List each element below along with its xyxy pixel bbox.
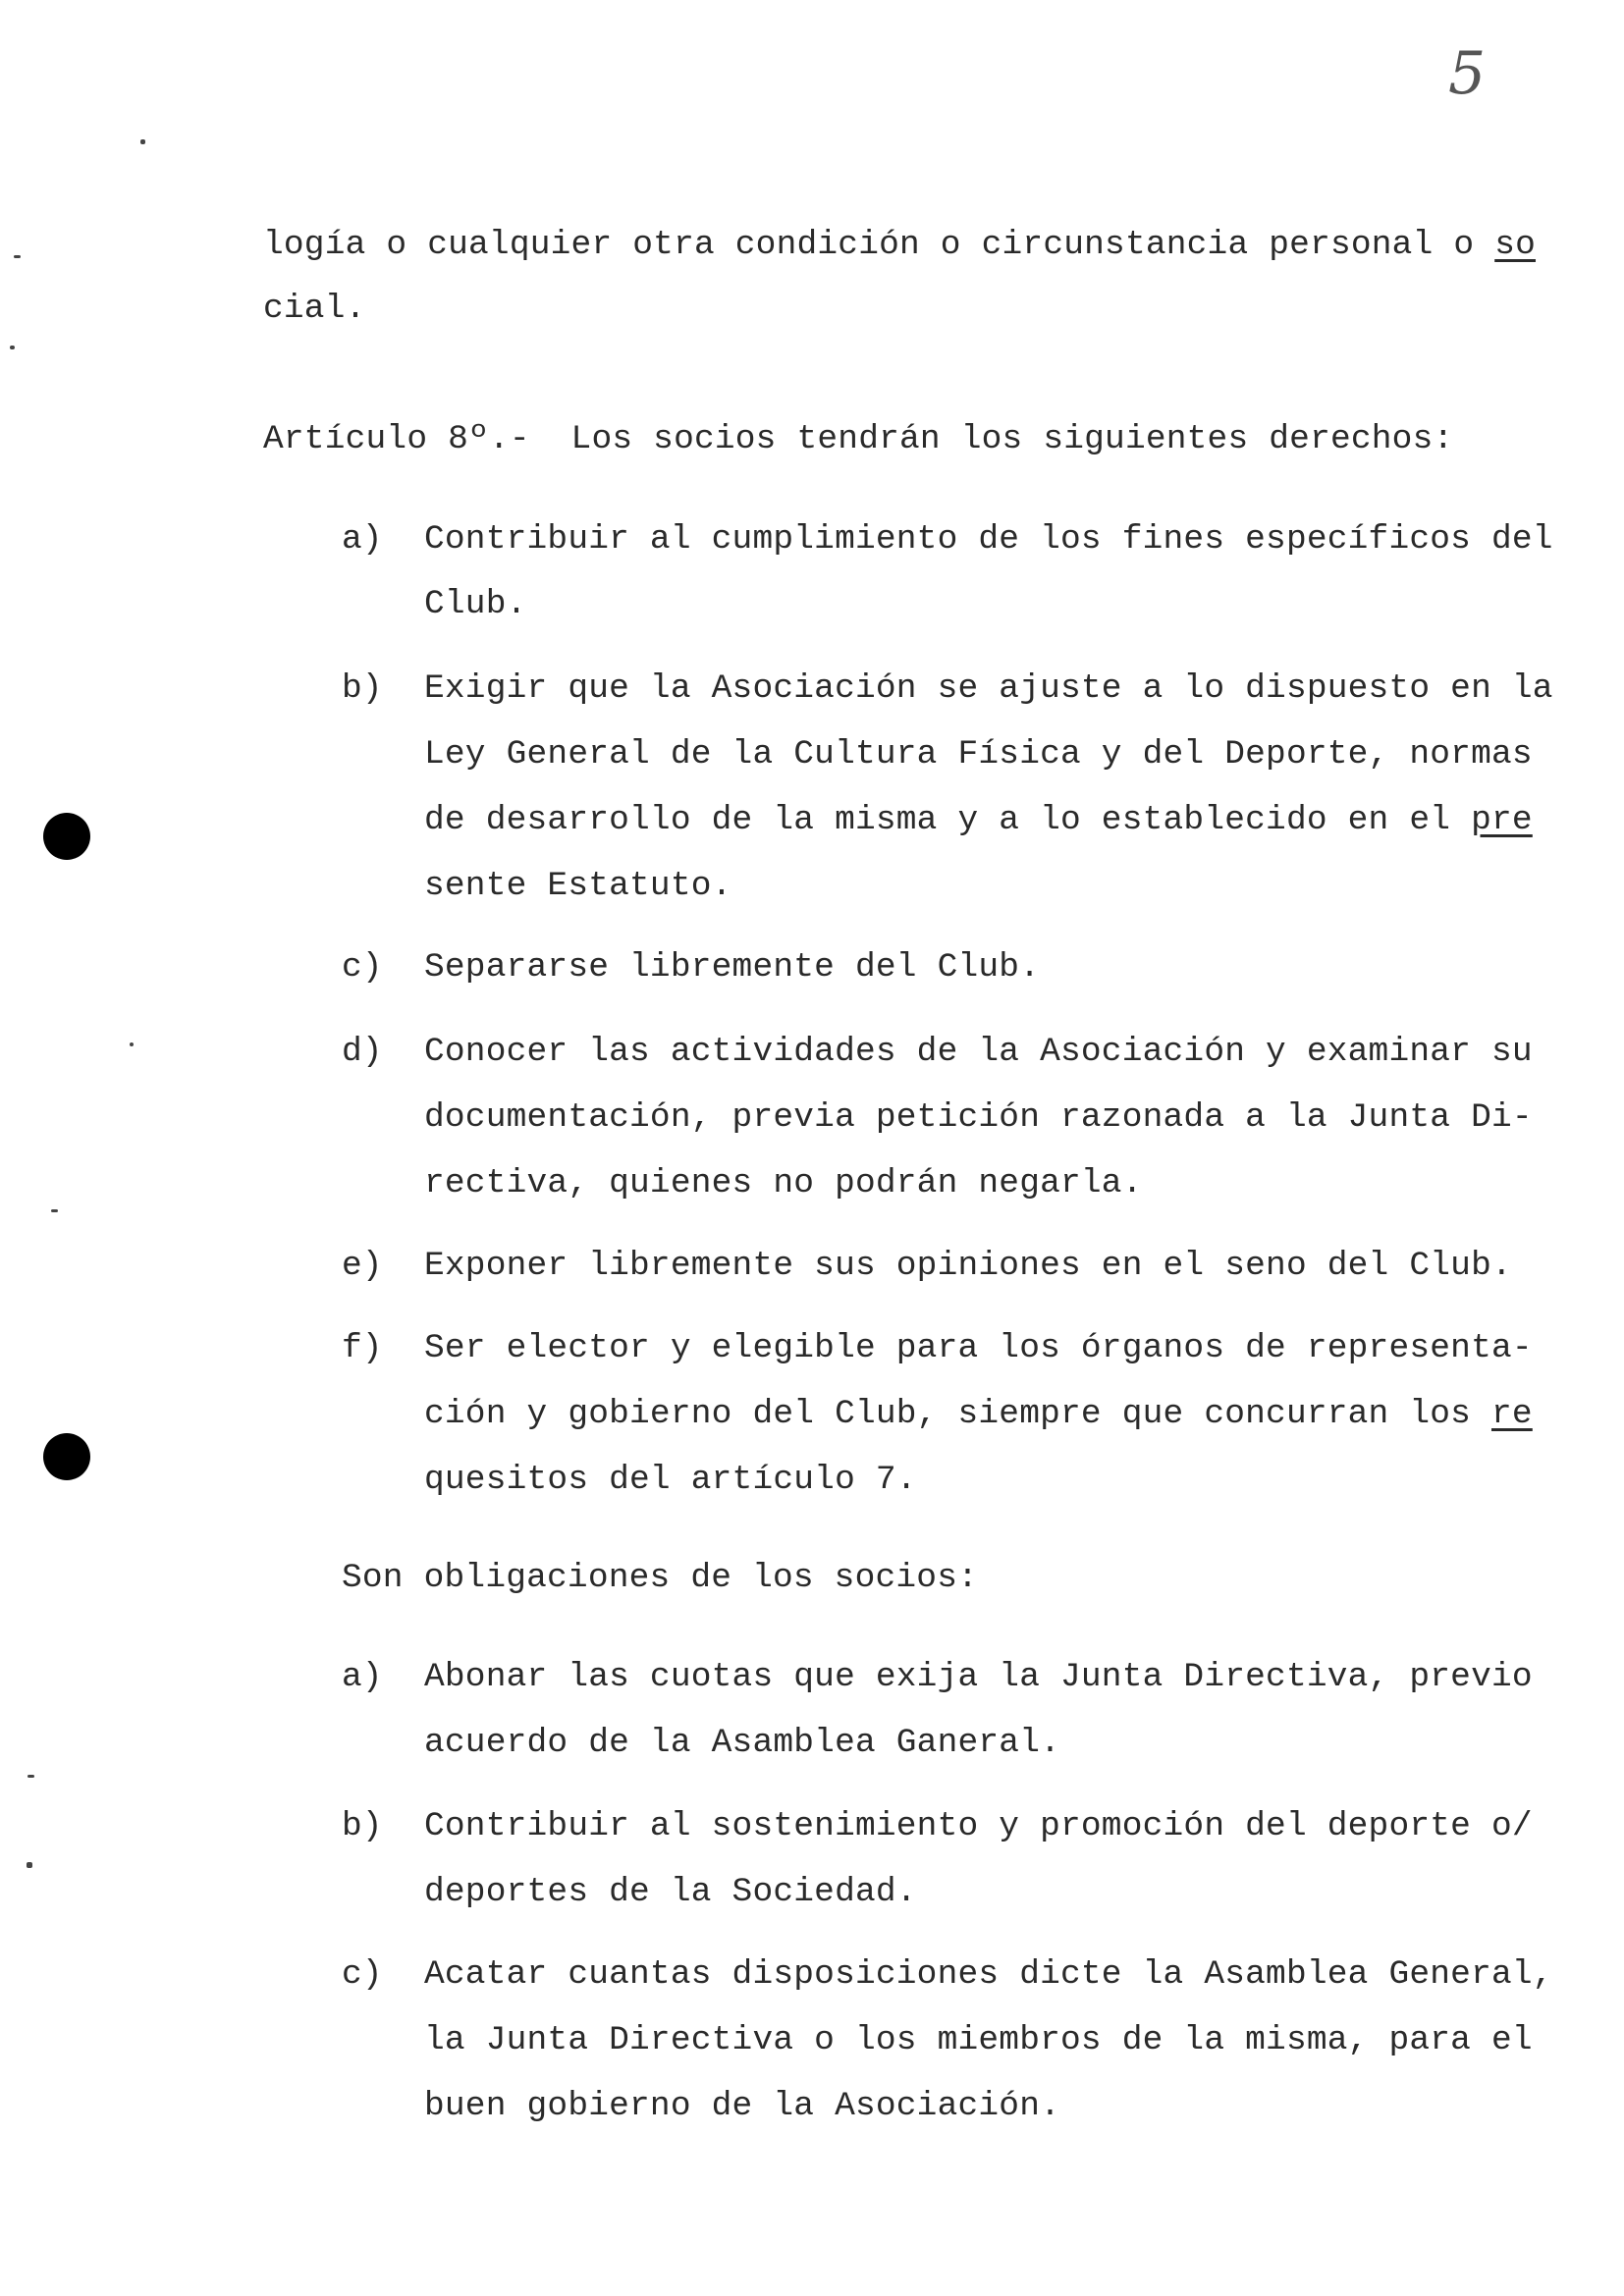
scan-speck — [51, 1209, 58, 1212]
punch-hole-bottom — [43, 1433, 90, 1480]
list-item-line: documentación, previa petición razonada a la Junta Di- — [424, 1098, 1533, 1137]
list-item-line: rectiva, quienes no podrán negarla. — [424, 1164, 1143, 1202]
text-line: cial. — [263, 290, 366, 328]
list-marker: d) — [342, 1033, 383, 1071]
section-heading: Son obligaciones de los socios: — [342, 1559, 979, 1597]
list-marker: c) — [342, 1955, 383, 1994]
list-item-line: ción y gobierno del Club, siempre que concurran los re — [424, 1395, 1533, 1433]
list-item-line: buen gobierno de la Asociación. — [424, 2087, 1061, 2125]
list-marker: a) — [342, 1658, 383, 1696]
list-item-line: acuerdo de la Asamblea Ganeral. — [424, 1724, 1061, 1762]
punch-hole-top — [43, 813, 90, 860]
list-item-line: Exigir que la Asociación se ajuste a lo dispuesto en la — [424, 669, 1553, 708]
list-item-line: Club. — [424, 585, 527, 623]
list-marker: c) — [342, 948, 383, 987]
list-marker: b) — [342, 669, 383, 708]
list-item-line: sente Estatuto. — [424, 867, 732, 905]
list-marker: a) — [342, 520, 383, 559]
list-marker: f) — [342, 1329, 383, 1367]
list-marker: b) — [342, 1807, 383, 1845]
scan-speck — [14, 255, 21, 258]
scan-speck — [130, 1042, 134, 1046]
list-item-line: de desarrollo de la misma y a lo establecido en el pre — [424, 801, 1533, 839]
list-item-line: Abonar las cuotas que exija la Junta Directiva, previo — [424, 1658, 1533, 1696]
scan-speck — [10, 346, 15, 349]
scan-speck — [140, 139, 145, 144]
article-heading: Artículo 8º.- Los socios tendrán los siguientes derechos: — [263, 420, 1454, 458]
list-item-line: la Junta Directiva o los miembros de la misma, para el — [424, 2021, 1533, 2059]
scan-speck — [27, 1862, 32, 1868]
list-item-line: Separarse libremente del Club. — [424, 948, 1041, 987]
list-item-line: Acatar cuantas disposiciones dicte la Asamblea General, — [424, 1955, 1553, 1994]
text-line: logía o cualquier otra condición o circunstancia personal o so — [263, 226, 1537, 264]
list-item-line: Contribuir al sostenimiento y promoción del deporte o/ — [424, 1807, 1533, 1845]
list-item-line: Ley General de la Cultura Física y del Deporte, normas — [424, 735, 1533, 774]
list-item-line: Conocer las actividades de la Asociación y examinar su — [424, 1033, 1533, 1071]
list-item-line: quesitos del artículo 7. — [424, 1461, 917, 1499]
page-number: 5 — [1448, 39, 1487, 108]
list-item-line: Exponer libremente sus opiniones en el seno del Club. — [424, 1247, 1512, 1285]
scan-speck — [27, 1775, 34, 1778]
list-item-line: Contribuir al cumplimiento de los fines específicos del — [424, 520, 1553, 559]
list-marker: e) — [342, 1247, 383, 1285]
list-item-line: deportes de la Sociedad. — [424, 1873, 917, 1911]
list-item-line: Ser elector y elegible para los órganos de representa- — [424, 1329, 1533, 1367]
